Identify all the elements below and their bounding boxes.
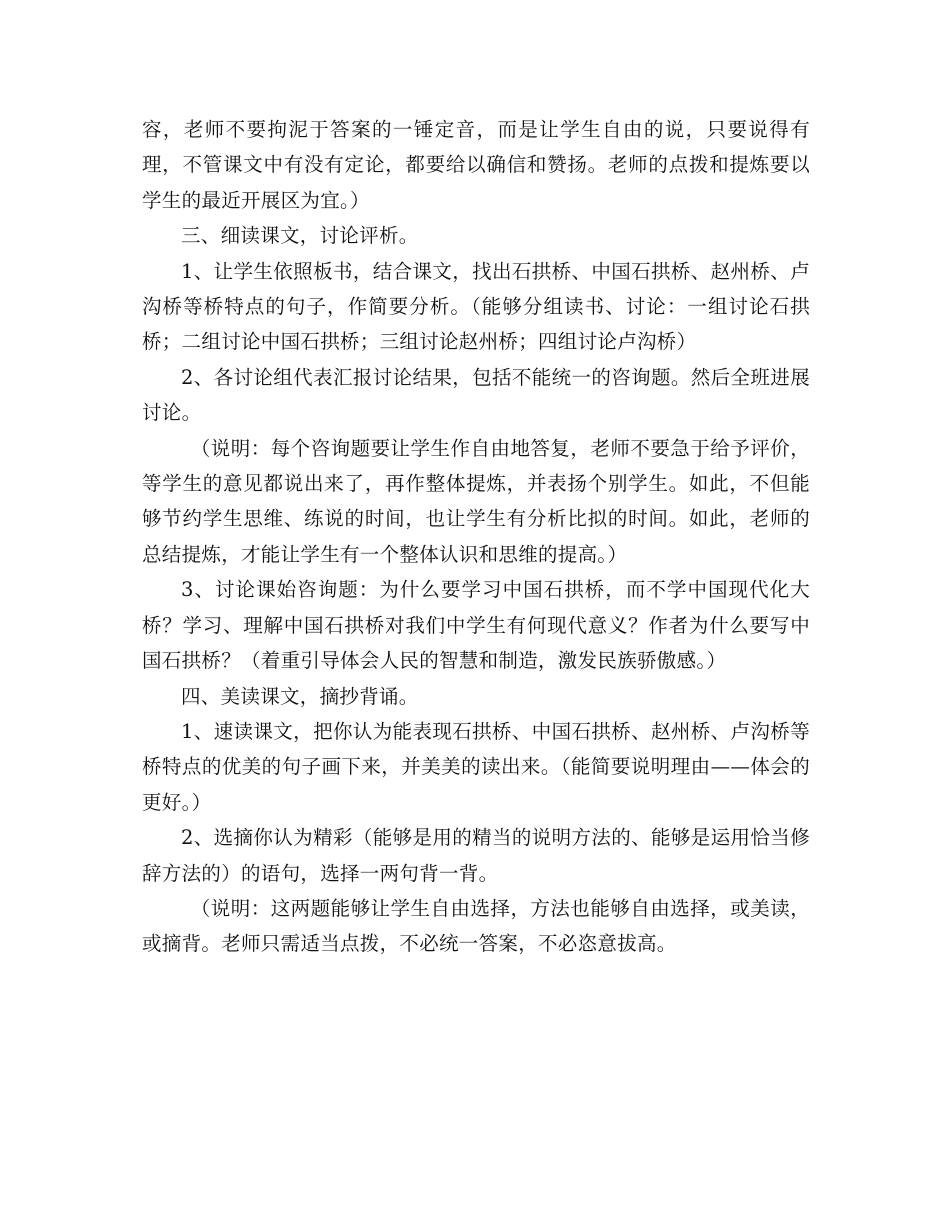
document-page — [142, 112, 810, 962]
paragraph-item-3-3: 3、讨论课始咨询题：为什么要学习中国石拱桥，而不学中国现代化大桥？学习、理解中国石拱桥对我们中学生有何现代意义？作者为什么要写中国石拱桥？（着重引导体会人民的智慧和制造，激发民族骄傲感。） — [142, 578, 810, 673]
paragraph-item-3-2: 2、各讨论组代表汇报讨论结果，包括不能统一的咨询题。然后全班进展讨论。 — [142, 365, 810, 425]
paragraph-item-4-1: 1、速读课文，把你认为能表现石拱桥、中国石拱桥、赵州桥、卢沟桥等桥特点的优美的句子画下来，并美美的读出来。（能简要说明理由——体会的更好。） — [142, 719, 810, 814]
paragraph-item-4-2: 2、选摘你认为精彩（能够是用的精当的说明方法的、能够是运用恰当修辞方法的）的语句，选择一两句背一背。 — [142, 826, 810, 885]
paragraph-continuation: 容，老师不要拘泥于答案的一锤定音，而是让学生自由的说，只要说得有理，不管课文中有没有定论，都要给以确信和赞扬。老师的点拨和提炼要以学生的最近开展区为宜。） — [142, 118, 810, 212]
section-heading-4: 四、美读课文，摘抄背诵。 — [181, 684, 419, 708]
section-heading-3: 三、细读课文，讨论评析。 — [181, 224, 419, 248]
paragraph-note-4: （说明：这两题能够让学生自由选择，方法也能够自由选择，或美读，或摘背。老师只需适当点拨，不必统一答案，不必恣意拔高。 — [142, 896, 810, 956]
paragraph-item-3-1: 1、让学生依照板书，结合课文，找出石拱桥、中国石拱桥、赵州桥、卢沟桥等桥特点的句子，作简要分析。（能够分组读书、讨论：一组讨论石拱桥；二组讨论中国石拱桥；三组讨论赵州桥；四组讨论卢沟桥） — [142, 259, 810, 354]
paragraph-note-3: （说明：每个咨询题要让学生作自由地答复，老师不要急于给予评价，等学生的意见都说出来了，再作整体提炼，并表扬个别学生。如此，不但能够节约学生思维、练说的时间，也让学生有分析比拟的时间。如此，老师的总结提炼，才能让学生有一个整体认识和思维的提高。） — [142, 436, 810, 566]
